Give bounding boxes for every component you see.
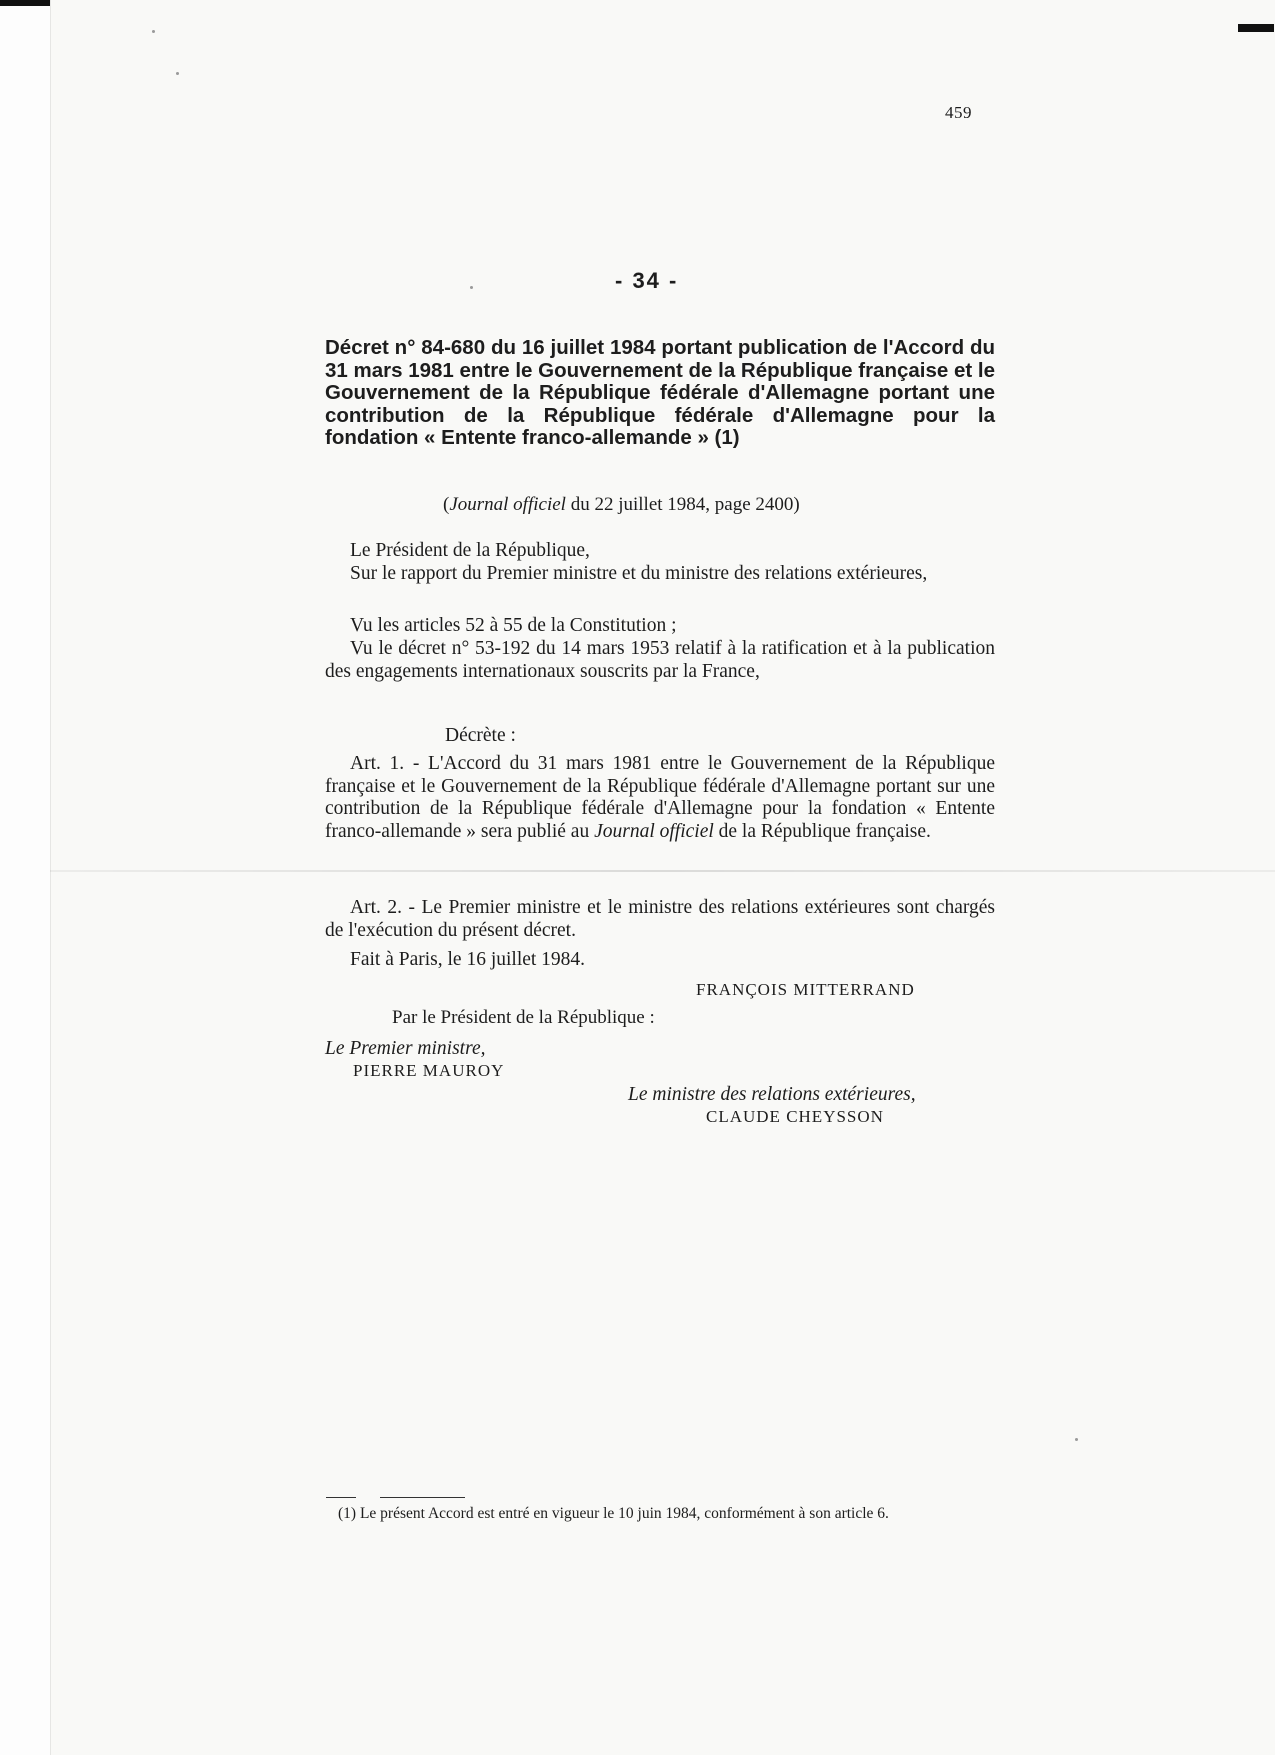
- scan-speck: [1075, 1438, 1078, 1441]
- footnote-rule-short: [326, 1497, 356, 1498]
- premier-ministre-title: Le Premier ministre,: [325, 1038, 486, 1059]
- scan-margin: [0, 0, 51, 1755]
- ministre-relations-title: Le ministre des relations extérieures,: [628, 1084, 916, 1105]
- journal-details: du 22 juillet 1984, page 2400): [565, 494, 800, 515]
- article-2: Art. 2. - Le Premier ministre et le ministre des relations extérieures sont chargés de l'exécution du présent décret.: [325, 897, 995, 941]
- scan-speck: [152, 30, 155, 33]
- footnote-rule: [380, 1497, 465, 1498]
- signing-place-date: Fait à Paris, le 16 juillet 1984.: [350, 949, 586, 970]
- article-1-journal-name: Journal officiel: [594, 820, 714, 842]
- president-signature-name: FRANÇOIS MITTERRAND: [696, 980, 915, 999]
- ministre-relations-name: CLAUDE CHEYSSON: [706, 1107, 884, 1126]
- article-1-text: Art. 1. - L'Accord du 31 mars 1981 entre le Gouvernement de la République française et le Gouvernement de la République fédérale d'Allemagne portant sur une contribution de la République fédérale d'Allemagne pour la fondation « Entente franco-allemande » sera publié au: [325, 753, 995, 842]
- paper-fold-line: [50, 870, 1275, 872]
- article-1-end: de la République française.: [713, 820, 931, 842]
- footnote: (1) Le présent Accord est entré en vigueur le 10 juin 1984, conformément à son article 6.: [338, 1505, 889, 1522]
- decree-title: Décret n° 84-680 du 16 juillet 1984 portant publication de l'Accord du 31 mars 1981 entre le Gouvernement de la République française et le Gouvernement de la République fédérale d'Allemagne portant une contribution de la République fédérale d'Allemagne pour la fondation « Entente franco-allemande » (1): [325, 336, 995, 449]
- scan-speck: [176, 72, 179, 75]
- scan-edge-mark: [1238, 24, 1274, 32]
- journal-reference: [443, 494, 800, 516]
- article-1: [325, 753, 995, 843]
- journal-name: Journal officiel: [449, 494, 566, 515]
- president-line: Le Président de la République,: [350, 540, 590, 561]
- journal-open-paren: (: [443, 494, 450, 515]
- vu-decret-paragraph: Vu le décret n° 53-192 du 14 mars 1953 relatif à la ratification et à la publication des engagements internationaux souscrits par la France,: [325, 638, 995, 682]
- rapport-paragraph: Sur le rapport du Premier ministre et du ministre des relations extérieures,: [350, 563, 928, 584]
- scan-corner-mark: [0, 0, 50, 6]
- countersign-intro: Par le Président de la République :: [392, 1007, 655, 1028]
- scan-speck: [470, 286, 473, 289]
- section-number: - 34 -: [615, 268, 679, 293]
- page-number: 459: [945, 103, 972, 122]
- decrete-heading: Décrète :: [445, 725, 516, 746]
- vu-constitution-paragraph: Vu les articles 52 à 55 de la Constitution ;: [350, 615, 677, 636]
- premier-ministre-name: PIERRE MAUROY: [353, 1061, 505, 1080]
